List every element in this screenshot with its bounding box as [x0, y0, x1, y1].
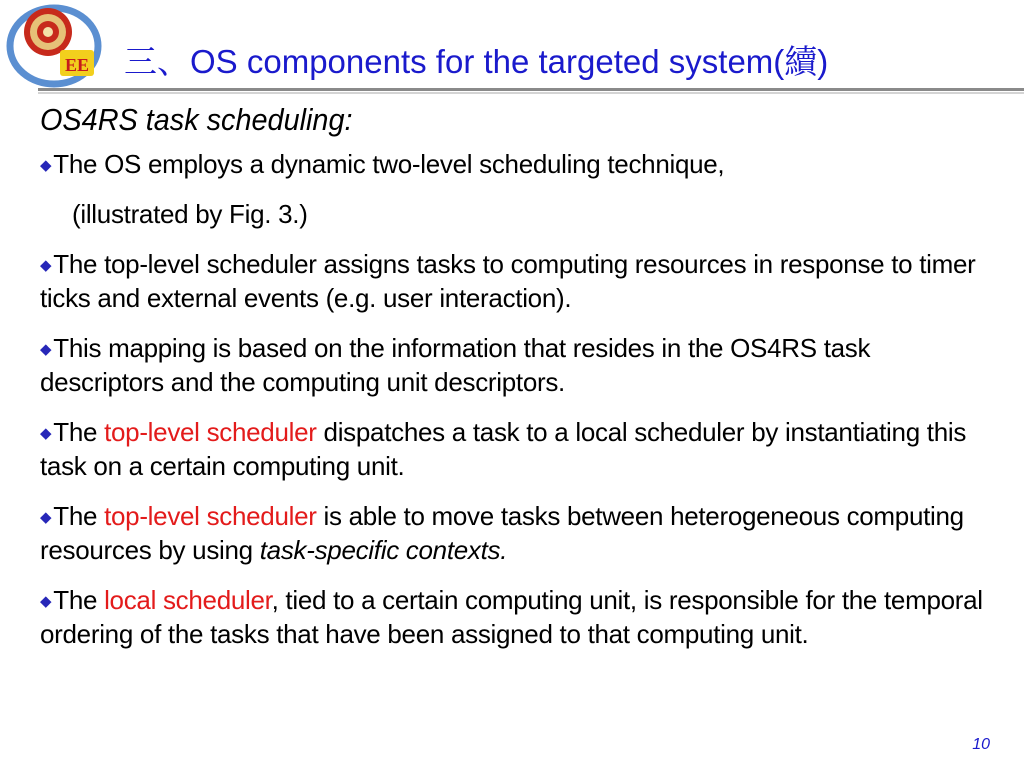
- bullet-text: , tied to a certain computing unit, is responsible for the temporal ordering of the tasks that have been assigned to that computing unit.: [40, 585, 983, 649]
- diamond-bullet-icon: ◆: [40, 157, 52, 174]
- bullet-text: dispatches a task to a local scheduler by instantiating this task on a certain computing unit.: [40, 417, 967, 481]
- bullet-text: is able to move tasks between heterogeneous computing resources by using: [40, 501, 964, 565]
- page-number: 10: [972, 736, 990, 753]
- diamond-bullet-icon: ◆: [40, 341, 52, 358]
- bullet-text: The top-level scheduler assigns tasks to computing resources in response to timer ticks and external events (e.g. user interaction).: [40, 249, 976, 313]
- bullet-item: [40, 416, 995, 483]
- bullet-item: [40, 500, 995, 567]
- bullet-text: This mapping is based on the information that resides in the OS4RS task descriptors and the computing unit descriptors.: [40, 333, 871, 397]
- bullet-item: [40, 332, 995, 399]
- bullet-item: [40, 584, 995, 651]
- university-seal-logo: [4, 2, 104, 88]
- title-divider: [38, 88, 1024, 91]
- bullet-continuation: (illustrated by Fig. 3.): [72, 199, 308, 229]
- bullet-text: The OS employs a dynamic two-level scheduling technique,: [53, 149, 725, 179]
- bullet-text-prefix: The: [53, 501, 105, 531]
- diamond-bullet-icon: ◆: [40, 257, 52, 274]
- section-heading: OS4RS task scheduling:: [40, 102, 353, 137]
- diamond-bullet-icon: ◆: [40, 425, 52, 442]
- bullet-item: [40, 248, 995, 315]
- highlight-term: top-level scheduler: [104, 417, 317, 447]
- highlight-term: local scheduler: [104, 585, 272, 615]
- slide-content: [40, 100, 995, 668]
- bullet-text-prefix: The: [53, 417, 105, 447]
- slide-title: 三、OS components for the targeted system(續): [124, 43, 829, 80]
- diamond-bullet-icon: ◆: [40, 509, 52, 526]
- bullet-text-prefix: The: [53, 585, 105, 615]
- logo-text: EE: [64, 55, 90, 75]
- highlight-term: top-level scheduler: [104, 501, 317, 531]
- bullet-item: [40, 148, 995, 231]
- diamond-bullet-icon: ◆: [40, 593, 52, 610]
- title-divider-shadow: [38, 92, 1024, 94]
- emphasis-term: task-specific contexts.: [259, 535, 508, 565]
